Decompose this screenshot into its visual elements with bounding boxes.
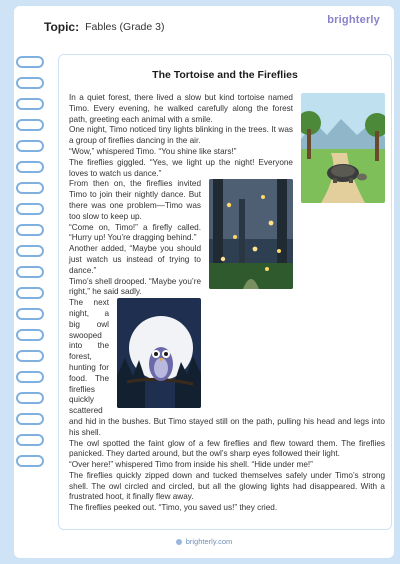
topic-label: Topic: <box>44 20 80 34</box>
worksheet-page <box>14 6 394 558</box>
binding-ring <box>16 161 44 173</box>
story-paragraph: From then on, the fireflies invited Timo to join their nightly dance. But there was one problem—Timo was too slow to keep up. <box>69 179 201 221</box>
logo-text: brighterly <box>327 14 380 26</box>
story-paragraph: The owl spotted the faint glow of a few fireflies and flew toward them. The fireflies panicked. They darted around, but the owl’s sharp eyes followed their light. <box>69 438 385 459</box>
binding-ring <box>16 308 44 320</box>
story-paragraph: Timo’s shell drooped. “Maybe you’re right,” he said sadly. <box>69 276 201 297</box>
story-paragraph: The next night, a big owl swooped into the forest, hunting for food. The fireflies quickly scattered and hid in the bushes. But Timo stayed still on the path, pulling his head and legs into his shell. <box>69 298 385 437</box>
binding-ring <box>16 434 44 446</box>
story-paragraph: Another added, “Maybe you should just watch us instead of trying to dance.” <box>69 244 201 275</box>
owl-moon-illustration <box>117 298 201 408</box>
binding-ring <box>16 350 44 362</box>
binding-ring <box>16 182 44 194</box>
binding-ring <box>16 119 44 131</box>
binding-ring <box>16 329 44 341</box>
binding-ring <box>16 371 44 383</box>
binding-ring <box>16 56 44 68</box>
spiral-binding-rings <box>14 56 48 476</box>
binding-ring <box>16 140 44 152</box>
story-paragraph: The fireflies giggled. “Yes, we light up the night! Everyone loves to watch us dance.” <box>69 157 293 178</box>
topic-value: Fables (Grade 3) <box>85 21 165 33</box>
binding-ring <box>16 203 44 215</box>
story-card <box>58 54 392 530</box>
story-paragraph: The fireflies quickly zipped down and tucked themselves safely under Timo’s strong shell. The owl circled and circled, but all the glowing lights had disappeared. With a frustrated hoot, it finally flew away. <box>69 470 385 502</box>
story-paragraph: The fireflies peeked out. “Timo, you saved us!” they cried. <box>69 503 278 513</box>
binding-ring <box>16 455 44 467</box>
fireflies-forest-illustration <box>209 179 293 289</box>
story-paragraph: “Wow,” whispered Timo. “You shine like stars!” <box>69 146 237 156</box>
brighterly-logo <box>327 14 380 26</box>
story-paragraph: One night, Timo noticed tiny lights blinking in the trees. It was a group of fireflies dancing in the air. <box>69 125 293 146</box>
binding-ring <box>16 287 44 299</box>
tortoise-illustration <box>301 93 385 203</box>
footer-url[interactable]: brighterly.com <box>185 537 233 546</box>
footer <box>14 537 394 546</box>
story-paragraph: In a quiet forest, there lived a slow but kind tortoise named Timo. Every evening, he walked carefully along the forest path, greeting each animal with a smile. <box>69 93 293 124</box>
binding-ring <box>16 392 44 404</box>
globe-icon <box>176 539 182 545</box>
story-paragraph: “Come on, Timo!” a firefly called. “Hurry up! You’re dragging behind.” <box>69 222 201 243</box>
binding-ring <box>16 224 44 236</box>
story-paragraph: “Over here!” whispered Timo from inside his shell. “Hide under me!” <box>69 460 313 470</box>
binding-ring <box>16 245 44 257</box>
binding-ring <box>16 98 44 110</box>
binding-ring <box>16 266 44 278</box>
binding-ring <box>16 413 44 425</box>
story-title: The Tortoise and the Fireflies <box>152 69 298 81</box>
story-body <box>69 93 385 514</box>
binding-ring <box>16 77 44 89</box>
